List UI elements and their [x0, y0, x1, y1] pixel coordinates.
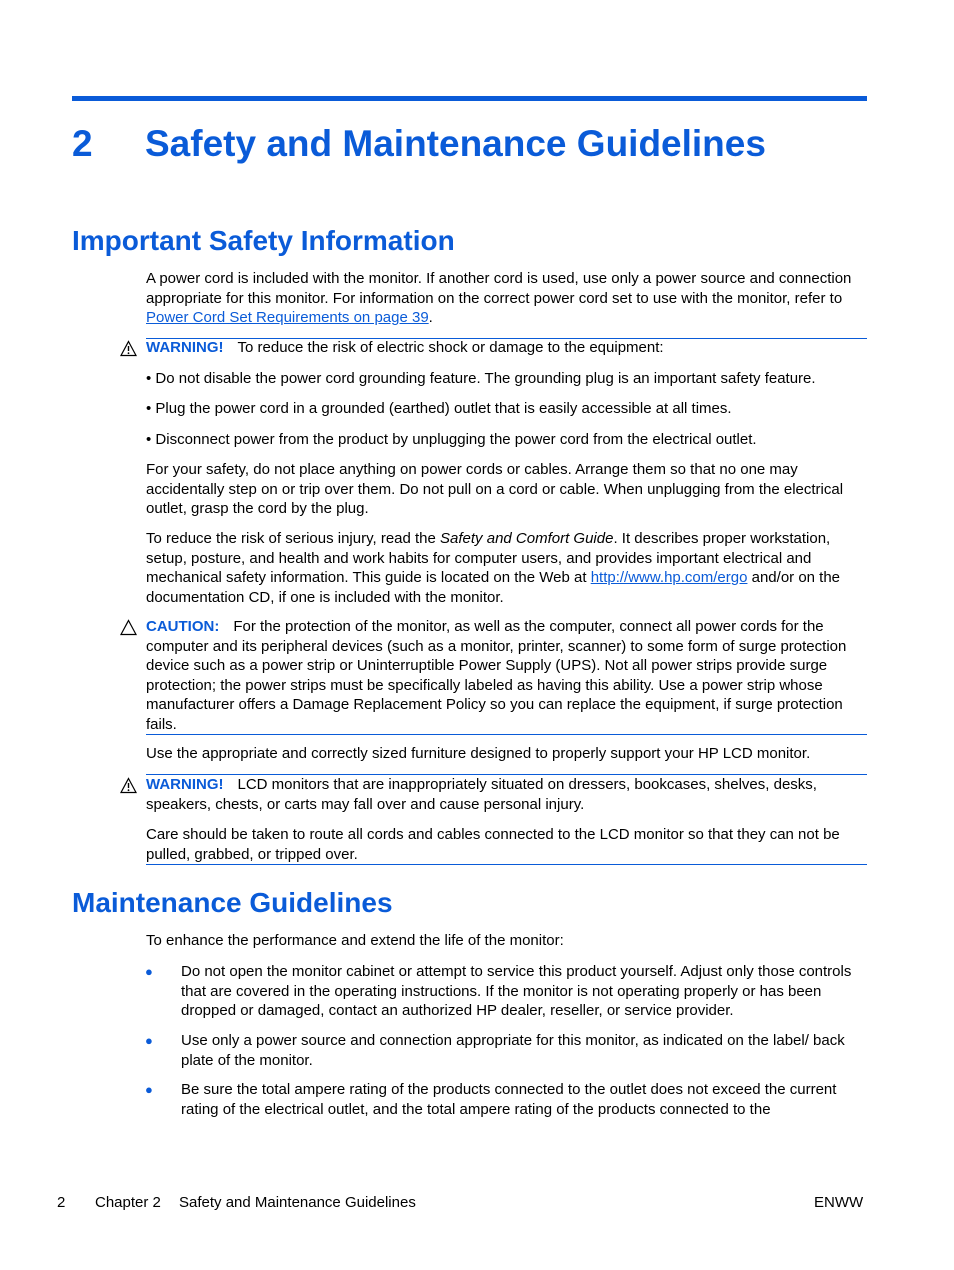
warning2-label: WARNING!	[146, 776, 224, 793]
caution	[146, 617, 868, 734]
caution-label: CAUTION:	[146, 618, 220, 635]
safety-guide-paragraph	[146, 529, 868, 607]
safety-intro	[146, 269, 868, 328]
warning1-text: To reduce the risk of electric shock or damage to the equipment:	[237, 339, 664, 356]
maintenance-intro: To enhance the performance and extend the life of the monitor:	[146, 932, 564, 949]
guide-text-b: . It describes proper workstation, setup, posture, and health and work habits for computer users, and provides important electrical and mechanical safety information. This guide is located on the Web at	[146, 530, 831, 586]
chapter-rule	[72, 96, 867, 101]
guide-text-a: To reduce the risk of serious injury, read the	[146, 530, 441, 547]
hp-ergo-link[interactable]: http://www.hp.com/ergo	[590, 569, 748, 586]
warning2-bottom-rule	[146, 864, 867, 865]
guide-title: Safety and Comfort Guide	[440, 530, 614, 547]
bullet-icon: ●	[145, 1033, 153, 1048]
warning2-note: Care should be taken to route all cords and cables connected to the LCD monitor so that they can not be pulled, grabbed, or tripped over.	[146, 826, 840, 863]
chapter-number: 2	[72, 123, 93, 164]
safety-intro-text: A power cord is included with the monitor. If another cord is used, use only a power source and connection appropriate for this monitor. For information on the correct power cord set to use with the monitor, refer to	[146, 270, 852, 307]
chapter-title-text: Safety and Maintenance Guidelines	[145, 123, 766, 164]
warning1-item: • Do not disable the power cord grounding feature. The grounding plug is an important safety feature.	[146, 370, 816, 387]
furniture-paragraph: Use the appropriate and correctly sized furniture designed to properly support your HP LCD monitor.	[146, 745, 811, 762]
warning1-label: WARNING!	[146, 339, 224, 356]
power-cord-link[interactable]: Power Cord Set Requirements on page 39	[146, 309, 429, 326]
warning2	[146, 775, 868, 814]
guide-text-c: and/or on the documentation CD, if one is included with the monitor.	[146, 569, 841, 606]
warning1-item: • Plug the power cord in a grounded (earthed) outlet that is easily accessible at all times.	[146, 400, 732, 417]
footer-chapter-label: Chapter 2	[95, 1194, 161, 1211]
bullet-icon: ●	[145, 1082, 153, 1097]
footer-page-number: 2	[57, 1194, 66, 1211]
safety-intro-end: .	[428, 309, 433, 326]
warning1	[146, 338, 868, 358]
chapter-title	[72, 120, 766, 168]
bullet-icon: ●	[145, 964, 153, 979]
list-item: Do not open the monitor cabinet or attempt to service this product yourself. Adjust only those controls that are covered in the operating instructions. If the monitor is not operating properly or has been dropped or damaged, contact an authorized HP dealer, reseller, or service provider.	[181, 963, 852, 1019]
caution-text: For the protection of the monitor, as well as the computer, connect all power cords for the computer and its peripheral devices (such as a monitor, printer, scanner) to some form of surge protection device such as a power strip or Uninterruptible Power Supply (UPS). Not all power strips provide surge protection; the power strips must be specifically labeled as having this ability. Use a power strip whose manufacturer offers a Damage Replacement Policy so you can replace the equipment, if surge protection fails.	[146, 618, 847, 733]
warning-icon	[120, 777, 137, 794]
footer-chapter-title: Safety and Maintenance Guidelines	[179, 1194, 416, 1211]
safety-heading: Important Safety Information	[72, 225, 455, 256]
list-item: Be sure the total ampere rating of the products connected to the outlet does not exceed the current rating of the electrical outlet, and the total ampere rating of the products connected to the	[181, 1081, 837, 1118]
warning-icon	[120, 340, 137, 357]
warning1-item: • Disconnect power from the product by unplugging the power cord from the electrical outlet.	[146, 431, 757, 448]
warning2-text: LCD monitors that are inappropriately situated on dressers, bookcases, shelves, desks, speakers, chests, or carts may fall over and cause personal injury.	[146, 776, 817, 813]
list-item: Use only a power source and connection appropriate for this monitor, as indicated on the label/ back plate of the monitor.	[181, 1032, 845, 1069]
caution-bottom-rule	[146, 734, 867, 735]
maintenance-heading: Maintenance Guidelines	[72, 887, 393, 918]
caution-icon	[120, 619, 137, 636]
cords-paragraph: For your safety, do not place anything on power cords or cables. Arrange them so that no one may accidentally step on or trip over them. Do not pull on a cord or cable. When unplugging from the electrical outlet, grasp the cord by the plug.	[146, 461, 844, 517]
footer-locale: ENWW	[814, 1194, 864, 1211]
